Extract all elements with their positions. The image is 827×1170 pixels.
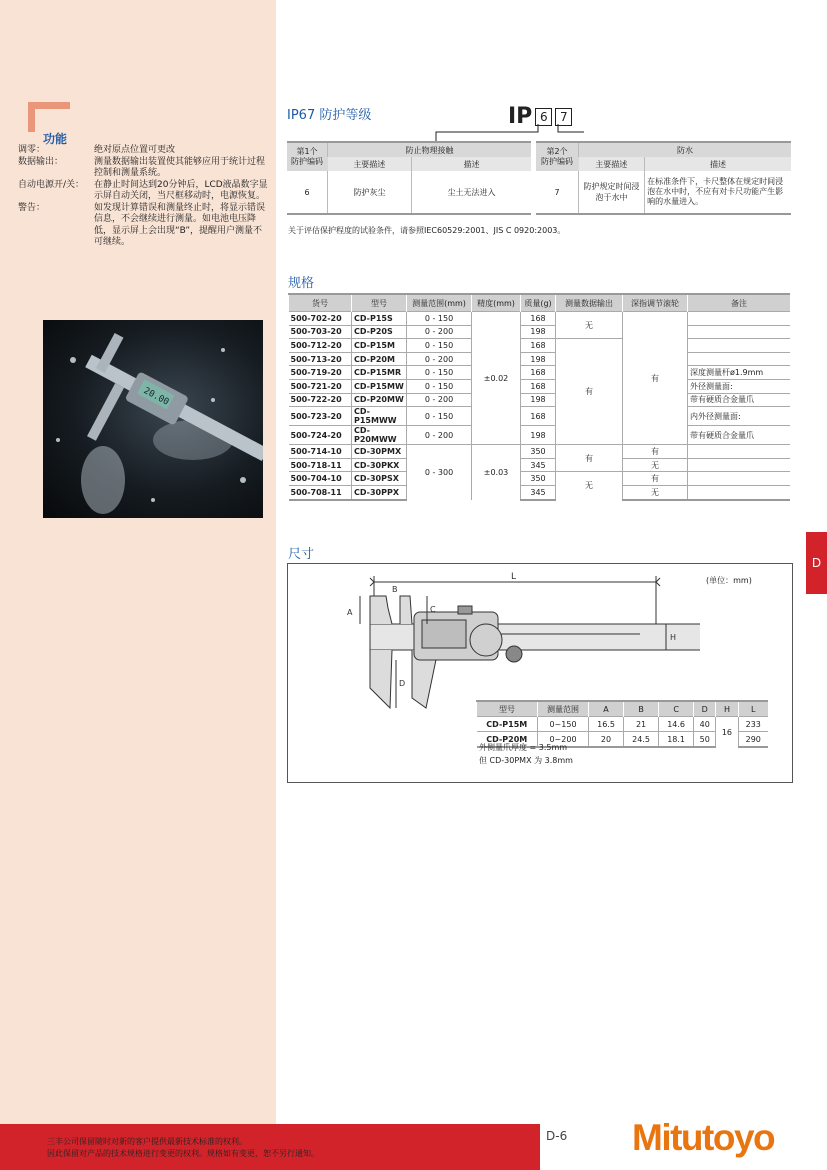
function-item: 自动电源开/关： 在静止时间达到20分钟后，LCD液晶数字显示屏自动关闭，当尺框移动时，电源恢复。 — [18, 179, 268, 201]
section-corner-mark — [28, 102, 70, 132]
dimension-section-title: 尺寸 — [288, 547, 315, 562]
table-row: 500-724-20 CD-P20MWW 0 - 200 198 带有硬质合金量爪 — [289, 426, 791, 445]
table-row: 500-702-20 CD-P15S 0 - 150 ±0.02 168 无 有 — [289, 312, 791, 326]
svg-text:20.00: 20.00 — [141, 386, 171, 408]
spec-table — [288, 293, 790, 501]
ip-table-second: 第2个 防护编码 防水 主要描述 描述 7 防护规定时间浸泡于水中 在标准条件下，卡尺整体在规定时间浸泡在水中时，不应有对卡尺功能产生影响的水量进入。 — [536, 141, 791, 215]
spec-header-row: 货号 型号 测量范围(mm) 精度(mm) 质量(g) 测量数据输出 深指调节滚轮 备注 — [289, 294, 791, 312]
functions-title: 功能 — [43, 132, 68, 146]
dim-header-row: 型号 测量范围 A B C D H L — [477, 701, 769, 717]
table-row: 500-712-20 CD-P15M 0 - 150 168 有 — [289, 339, 791, 353]
dim-label-B: B — [392, 585, 398, 594]
function-item: 调零： 绝对原点位置可更改 — [18, 145, 176, 155]
page-number: D-6 — [546, 1129, 568, 1143]
table-row: 500-723-20 CD-P15MWW 0 - 150 168 内外径测量面: — [289, 407, 791, 426]
footer-text: 三丰公司保留随时对新的客户提供最新技术标准的权利。 因此保留对产品的技术规格进行变更的权利。规格如有变更，恕不另行通知。 — [47, 1137, 319, 1158]
ip-col-header: 第2个 防护编码 — [536, 142, 579, 171]
dim-label-H: H — [670, 633, 677, 642]
mitutoyo-logo: Mitutoyo — [632, 1117, 775, 1158]
unit-label: (单位：mm) — [706, 576, 752, 585]
function-item: 警告： 如发现计算错误和测量终止时，将显示错误信息，不会继续进行测量。如电池电压降低，显示屏上会出现“B”，提醒用户测量不可继续。 — [18, 202, 266, 247]
table-row: CD-P15M 0~150 16.5 21 14.6 40 16 233 — [477, 717, 769, 732]
ip-badge: IP 6 7 — [508, 104, 575, 129]
table-row: 500-703-20 CD-P20S 0 - 200 198 — [289, 325, 791, 339]
caliper-water-photo — [43, 320, 263, 518]
ip-section-title: IP67 防护等级 — [287, 108, 372, 123]
table-row: 500-722-20 CD-P20MW 0 - 200 198 带有硬质合金量爪 — [289, 393, 791, 407]
table-row: 500-708-11 CD-30PPX 345 无 — [289, 485, 791, 499]
table-row: 500-714-10 CD-30PMX 0 - 300 ±0.03 350 有 有 — [289, 445, 791, 459]
table-row: 500-704-10 CD-30PSX 350 无 有 — [289, 472, 791, 486]
section-tab-d[interactable]: D — [806, 532, 827, 594]
ip-digit-2: 7 — [555, 108, 572, 126]
table-row: 500-719-20 CD-P15MR 0 - 150 168 深度测量杆ø1.9mm — [289, 366, 791, 380]
dimension-note-2: 但 CD-30PMX 为 3.8mm — [479, 756, 573, 765]
functions-list — [18, 145, 268, 249]
dim-label-L: L — [511, 572, 517, 582]
table-row: 500-718-11 CD-30PKX 345 无 — [289, 458, 791, 472]
ip-note: 关于评估保护程度的试验条件，请参照IEC60529:2001、JIS C 0920:2003。 — [288, 226, 566, 235]
function-item: 数据输出： 测量数据输出装置使其能够应用于统计过程控制和测量系统。 — [18, 156, 266, 178]
dim-label-C: C — [430, 605, 436, 614]
table-row: CD-P20M 0~200 20 24.5 18.1 50 290 — [477, 732, 769, 748]
caliper-dimension-drawing — [330, 568, 700, 718]
ip-col-header: 第1个 防护编码 — [287, 142, 328, 171]
table-row: 500-721-20 CD-P15MW 0 - 150 168 外径测量面: — [289, 379, 791, 393]
ip-digit-1: 6 — [535, 108, 552, 126]
dimension-table — [476, 700, 768, 748]
table-row: 500-713-20 CD-P20M 0 - 200 198 — [289, 352, 791, 366]
ip-table-first: 第1个 防护编码 防止物理接触 主要描述 描述 6 防护灰尘 尘土无法进入 — [287, 141, 531, 215]
dim-label-A: A — [347, 608, 353, 617]
spec-section-title: 规格 — [288, 276, 315, 291]
dimension-note-1: 外侧量爪厚度 = 3.5mm — [479, 743, 568, 752]
dim-label-D: D — [399, 679, 406, 688]
